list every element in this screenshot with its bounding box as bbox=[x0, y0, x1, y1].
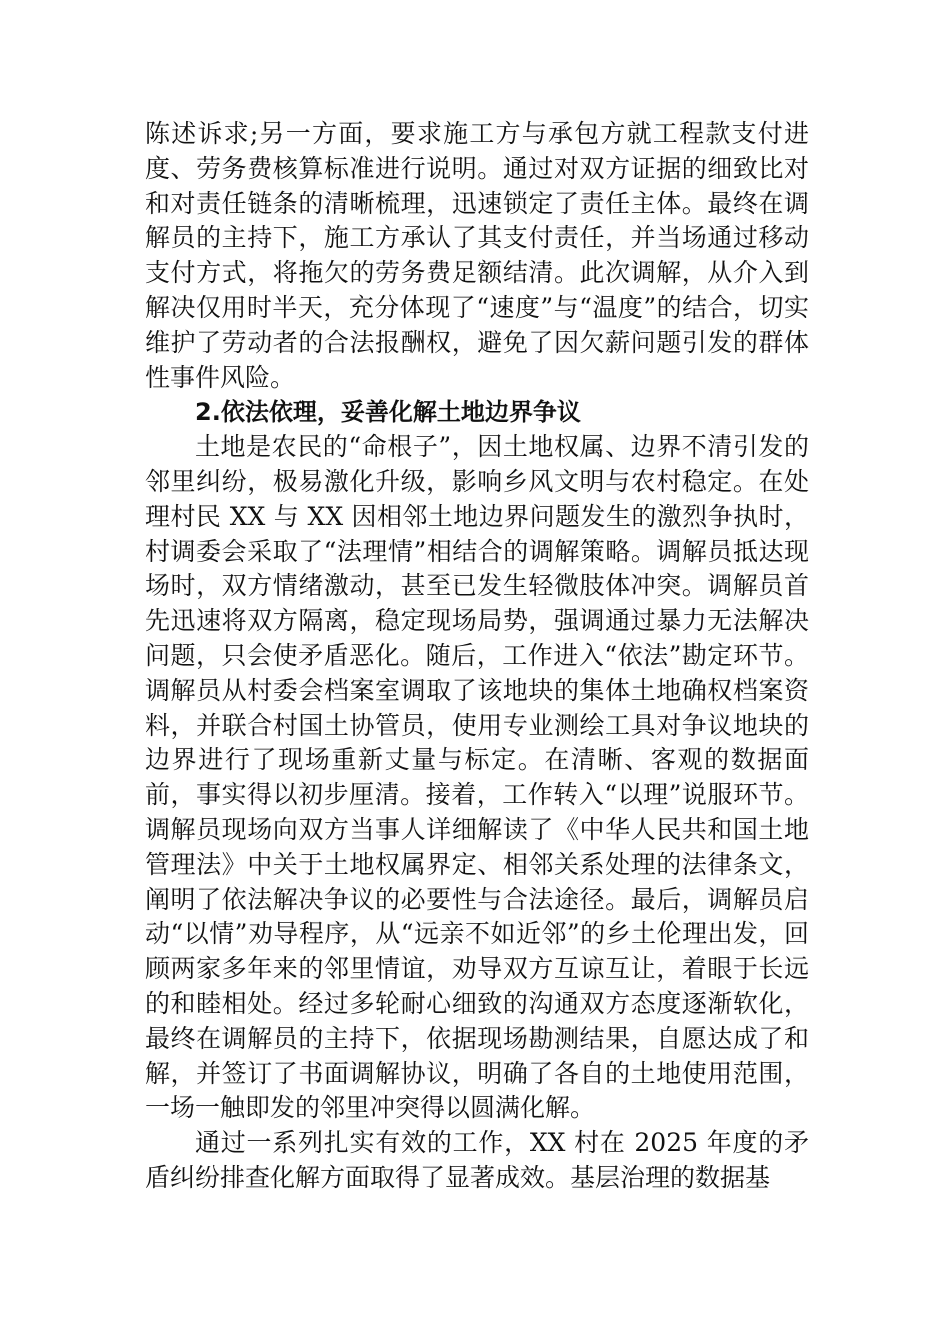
document-body bbox=[145, 117, 809, 1196]
paragraph-annual-results: 通过一系列扎实有效的工作，XX 村在 2025 年度的矛盾纠纷排查化解方面取得了显著成效。基层治理的数据基 bbox=[145, 1128, 809, 1192]
section-heading-land-boundary: 2.依法依理，妥善化解土地边界争议 bbox=[195, 398, 581, 427]
paragraph-land-boundary-dispute: 土地是农民的“命根子”，因土地权属、边界不清引发的邻里纠纷，极易激化升级，影响乡风文明与农村稳定。在处理村民 XX 与 XX 因相邻土地边界问题发生的激烈争执时，村调委会采取了“法理情”相结合的调解策略。调解员抵达现场时，双方情绪激动，甚至已发生轻微肢体冲突。调解员首先迅速将双方隔离，稳定现场局势，强调通过暴力无法解决问题，只会使矛盾恶化。随后，工作进入“依法”勘定环节。调解员从村委会档案室调取了该地块的集体土地确权档案资料，并联合村国土协管员，使用专业测绘工具对争议地块的边界进行了现场重新丈量与标定。在清晰、客观的数据面前，事实得以初步厘清。接着，工作转入“以理”说服环节。调解员现场向双方当事人详细解读了《中华人民共和国土地管理法》中关于土地权属界定、相邻关系处理的法律条文，阐明了依法解决争议的必要性与合法途径。最后，调解员启动“以情”劝导程序，从“远亲不如近邻”的乡土伦理出发，回顾两家多年来的邻里情谊，劝导双方互谅互让，着眼于长远的和睦相处。经过多轮耐心细致的沟通双方态度逐渐软化，最终在调解员的主持下，依据现场勘测结果，自愿达成了和解，并签订了书面调解协议，明确了各自的土地使用范围，一场一触即发的邻里冲突得以圆满化解。 bbox=[145, 432, 809, 1123]
paragraph-wage-mediation-conclusion: 陈述诉求;另一方面，要求施工方与承包方就工程款支付进度、劳务费核算标准进行说明。通过对双方证据的细致比对和对责任链条的清晰梳理，迅速锁定了责任主体。最终在调解员的主持下，施工方承认了其支付责任，并当场通过移动支付方式，将拖欠的劳务费足额结清。此次调解，从介入到解决仅用时半天，充分体现了“速度”与“温度”的结合，切实维护了劳动者的合法报酬权，避免了因欠薪问题引发的群体性事件风险。 bbox=[145, 119, 809, 392]
